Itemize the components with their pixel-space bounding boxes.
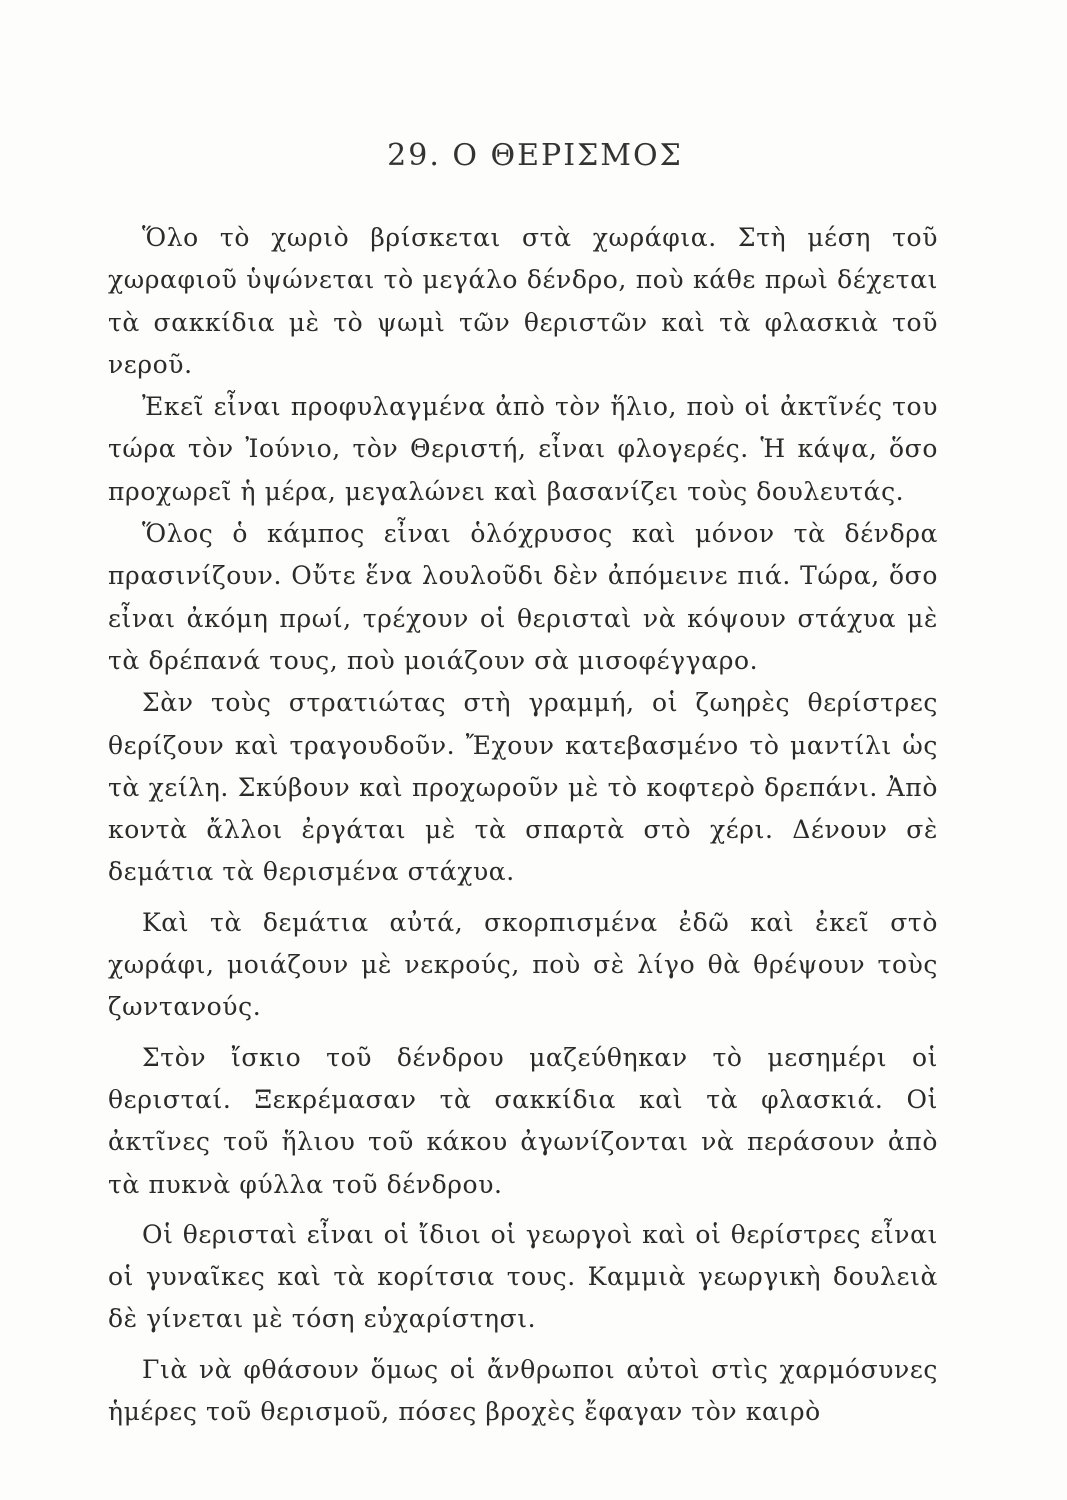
chapter-title: 29. Ο ΘΕΡΙΣΜΟΣ xyxy=(387,138,683,173)
paragraph: Ὅλο τὸ χωριὸ βρίσκεται στὰ χωράφια. Στὴ μέση τοῦ χωραφιοῦ ὑψώνεται τὸ μεγάλο δένδρο, ποὺ κάθε πρωὶ δέχεται τὰ σακκίδια μὲ τὸ ψωμὶ τῶν θεριστῶν καὶ τὰ φλασκιὰ τοῦ νεροῦ. xyxy=(108,223,938,379)
paragraph: Οἱ θερισταὶ εἶναι οἱ ἴδιοι οἱ γεωργοὶ καὶ οἱ θερίστρες εἶναι οἱ γυναῖκες καὶ τὰ κορίτσια τους. Καμμιὰ γεωργικὴ δουλειὰ δὲ γίνεται μὲ τόση εὐχαρίστησι. xyxy=(108,1219,938,1334)
paragraph: Στὸν ἴσκιο τοῦ δένδρου μαζεύθηκαν τὸ μεσημέρι οἱ θερισταί. Ξεκρέμασαν τὰ σακκίδια καὶ τὰ φλασκιά. Οἱ ἀκτῖνες τοῦ ἥλιου τοῦ κάκου ἀγωνίζονται νὰ περάσουν ἀπὸ τὰ πυκνὰ φύλλα τοῦ δένδρου. xyxy=(108,1042,938,1199)
paragraph: Καὶ τὰ δεμάτια αὐτά, σκορπισμένα ἐδῶ καὶ ἐκεῖ στὸ χωράφι, μοιάζουν μὲ νεκρούς, ποὺ σὲ λίγο θὰ θρέψουν τοὺς ζωντανούς. xyxy=(108,907,938,1022)
book-page xyxy=(108,128,938,1433)
paragraph: Γιὰ νὰ φθάσουν ὅμως οἱ ἄνθρωποι αὐτοὶ στὶς χαρμόσυνες ἡμέρες τοῦ θερισμοῦ, πόσες βροχὲς ἔφαγαν τὸν καιρὸ xyxy=(108,1354,938,1427)
chapter-body xyxy=(108,217,938,1433)
paragraph: Ἐκεῖ εἶναι προφυλαγμένα ἀπὸ τὸν ἥλιο, ποὺ οἱ ἀκτῖνές του τώρα τὸν Ἰούνιο, τὸν Θεριστή, εἶναι φλογερές. Ἡ κάψα, ὅσο προχωρεῖ ἡ μέρα, μεγαλώνει καὶ βασανίζει τοὺς δουλευτάς. xyxy=(108,392,938,506)
paragraph: Ὅλος ὁ κάμπος εἶναι ὁλόχρυσος καὶ μόνον τὰ δένδρα πρασινίζουν. Οὔτε ἕνα λουλοῦδι δὲν ἀπόμεινε πιά. Τώρα, ὅσο εἶναι ἀκόμη πρωί, τρέχουν οἱ θερισταὶ νὰ κόψουν στάχυα μὲ τὰ δρέπανά τους, ποὺ μοιάζουν σὰ μισοφέγγαρο. xyxy=(108,519,938,675)
paragraph: Σὰν τοὺς στρατιώτας στὴ γραμμή, οἱ ζωηρὲς θερίστρες θερίζουν καὶ τραγουδοῦν. Ἔχουν κατεβασμένο τὸ μαντίλι ὡς τὰ χείλη. Σκύβουν καὶ προχωροῦν μὲ τὸ κοφτερὸ δρεπάνι. Ἀπὸ κοντὰ ἄλλοι ἐργάται μὲ τὰ σπαρτὰ στὸ χέρι. Δένουν σὲ δεμάτια τὰ θερισμένα στάχυα. xyxy=(108,688,938,887)
